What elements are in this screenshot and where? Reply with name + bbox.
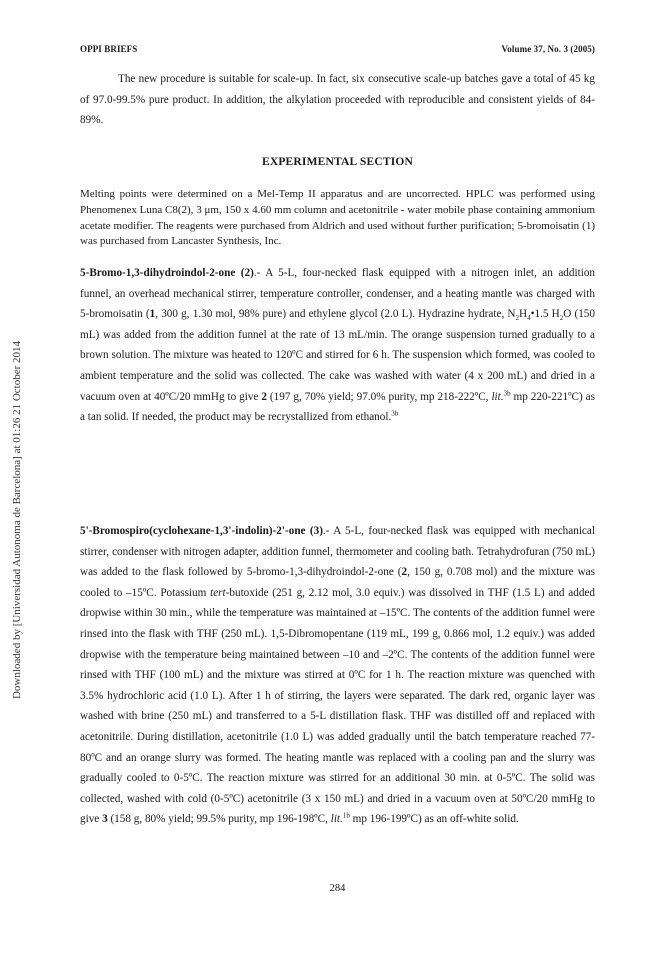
procedure-2-paragraph: 5'-Bromospiro(cyclohexane-1,3'-indolin)-2'-one (3).- A 5-L, four-necked flask was equipped with mechanical stirrer, condenser with nitrogen adapter, addition funnel, thermometer and cooling bath. Tetrahydrofuran (750 mL) was added to the flask followed by 5-bromo-1,3-dihydroindol-2-one (2, 150 g, 0.708 mol) and the mixture was cooled to –15ºC. Potassium tert-butoxide (251 g, 2.12 mol, 3.0 equiv.) was dissolved in THF (1.5 L) and added dropwise within 30 min., while the temperature was maintained at –15ºC. The contents of the addition funnel were rinsed into the flask with THF (250 mL). 1,5-Dibromopentane (119 mL, 199 g, 0.866 mol, 1.2 equiv.) was added dropwise with the temperature being maintained between –10 and –2ºC. The contents of the addition funnel were rinsed with THF (100 mL) and the mixture was stirred at 0ºC for 1 h. The reaction mixture was quenched with 3.5% hydrochloric acid (1.0 L). After 1 h of stirring, the layers were separated. The dark red, organic layer was washed with brine (250 mL) and transferred to a 5-L distillation flask. THF was distilled off and replaced with acetonitrile. During distillation, acetonitrile (1.0 L) was added gradually until the batch temperature reached 77-80ºC and an orange slurry was formed. The heating mantle was replaced with a cooling pan and the slurry was gradually cooled to 0-5ºC. The reaction mixture was stirred for an additional 30 min. at 0-5ºC. The solid was collected, washed with cold (0-5ºC) acetonitrile (3 x 150 mL) and dried in a vacuum oven at 50ºC/20 mmHg to give 3 (158 g, 80% yield; 99.5% purity, mp 196-198ºC, lit.$^{1b}$ mp 196-199ºC) as an off-white solid.: [80, 525, 595, 826]
page-number: 284: [329, 883, 346, 894]
page: [80, 0, 595, 959]
download-notice: Downloaded by [Universidad Autonoma de Barcelona] at 01:26 21 October 2014: [11, 340, 23, 700]
journal-name: OPPI BRIEFS: [80, 44, 138, 54]
section-heading: EXPERIMENTAL SECTION: [261, 156, 414, 168]
reference-superscript: 1b: [342, 811, 350, 820]
compound-ref: 1: [149, 308, 156, 321]
procedure-1-paragraph: 5-Bromo-1,3-dihydroindol-2-one (2).- A 5-L, four-necked flask equipped with a nitrogen inlet, an addition funnel, an overhead mechanical stirrer, temperature controller, condenser, and a heating mantle was charged with 5-bromoisatin (1, 300 g, 1.30 mol, 98% pure) and ethylene glycol (2.0 L). Hydrazine hydrate, $N_2H_4•1.5$ $H_2O$ (150 mL) was added from the addition funnel at the rate of 13 mL/min. The orange suspension turned gradually to a brown solution. The mixture was heated to 120ºC and stirred for 6 h. The suspension which formed, was cooled to ambient temperature and the solid was collected. The cake was washed with water (4 x 200 mL) and dried in a vacuum oven at 40ºC/20 mmHg to give 2 (197 g, 70% yield; 97.0% purity, mp 218-222ºC, lit.$^{3b}$ mp 220-221ºC) as a tan solid. If needed, the product may be recrystallized from ethanol.$^{3b}$: [80, 267, 596, 424]
procedure-1-title: 5-Bromo-1,3-dihydroindol-2-one (2): [80, 267, 254, 279]
compound-ref: 2: [401, 566, 408, 579]
reference-superscript: 3b: [391, 409, 399, 418]
reference-superscript: 3b: [503, 388, 511, 397]
general-methods-paragraph: Melting points were determined on a Mel-Temp II apparatus and are uncorrected. HPLC was performed using Phenomenex Luna C8(2), 3 μm, 150 x 4.60 mm column and acetonitrile - water mobile phase containing ammonium acetate modifier. The reagents were purchased from Aldrich and used without further purification; 5-bromoisatin (1) was purchased from Lancaster Synthesis, Inc.: [80, 188, 595, 248]
intro-paragraph: The new procedure is suitable for scale-up. In fact, six consecutive scale-up batches gave a total of 45 kg of 97.0-99.5% pure product. In addition, the alkylation proceeded with reproducible and consistent yields of 84-89%.: [80, 73, 595, 127]
volume-info: Volume 37, No. 3 (2005): [501, 44, 595, 54]
procedure-2-title: 5'-Bromospiro(cyclohexane-1,3'-indolin)-2'-one (3): [80, 525, 323, 537]
running-header: [80, 44, 595, 58]
compound-ref: 3: [102, 813, 108, 826]
compound-ref: 2: [261, 390, 267, 403]
